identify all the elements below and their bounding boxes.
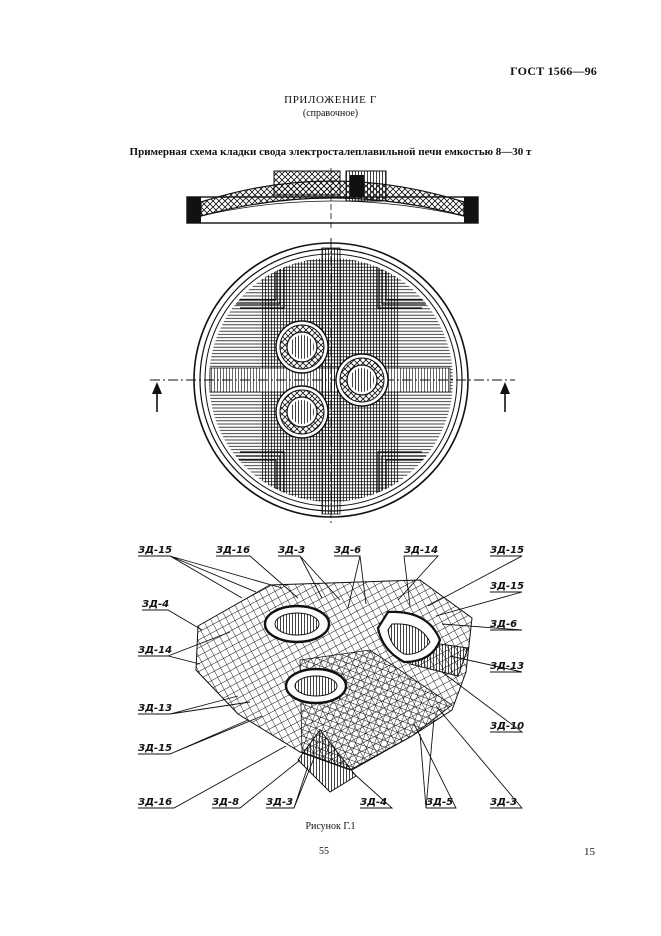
label-zd3-top: ЗД-3 xyxy=(278,545,306,556)
figure-title: Примерная схема кладки свода электросталеплавильной печи емкостью 8—30 т xyxy=(129,146,532,158)
label-zd15-right: ЗД-15 xyxy=(490,581,525,592)
label-zd13-left: ЗД-13 xyxy=(138,703,173,714)
label-zd14-left: ЗД-14 xyxy=(138,645,173,656)
figure-caption: Рисунок Г.1 xyxy=(305,821,356,832)
label-zd16-bottom: ЗД-16 xyxy=(138,797,173,808)
label-zd10-right: ЗД-10 xyxy=(490,721,525,732)
label-zd4-left: ЗД-4 xyxy=(142,599,170,610)
appendix-title: ПРИЛОЖЕНИЕ Г xyxy=(284,94,377,106)
page-number-center: 55 xyxy=(319,846,329,857)
roof-plan-view xyxy=(150,238,515,524)
roof-isometric-view xyxy=(138,545,524,808)
page-number-right: 15 xyxy=(584,846,595,858)
label-zd14-top: ЗД-14 xyxy=(404,545,439,556)
label-zd4-bottom: ЗД-4 xyxy=(360,797,388,808)
label-zd3-bottom-right: ЗД-3 xyxy=(490,797,518,808)
label-zd15-top-left: ЗД-15 xyxy=(138,545,173,556)
label-zd13-right: ЗД-13 xyxy=(490,661,525,672)
label-zd6-right: ЗД-6 xyxy=(490,619,518,630)
label-zd16-top: ЗД-16 xyxy=(216,545,251,556)
appendix-note: (справочное) xyxy=(302,108,359,119)
standard-number: ГОСТ 1566—96 xyxy=(510,64,597,78)
label-zd15-left: ЗД-15 xyxy=(138,743,173,754)
label-zd8-bottom: ЗД-8 xyxy=(212,797,240,808)
label-zd3-bottom: ЗД-3 xyxy=(266,797,294,808)
label-zd15-top-right: ЗД-15 xyxy=(490,545,525,556)
label-zd6-top: ЗД-6 xyxy=(334,545,362,556)
roof-section-view xyxy=(187,168,478,228)
label-zd5-bottom: ЗД-5 xyxy=(426,797,454,808)
